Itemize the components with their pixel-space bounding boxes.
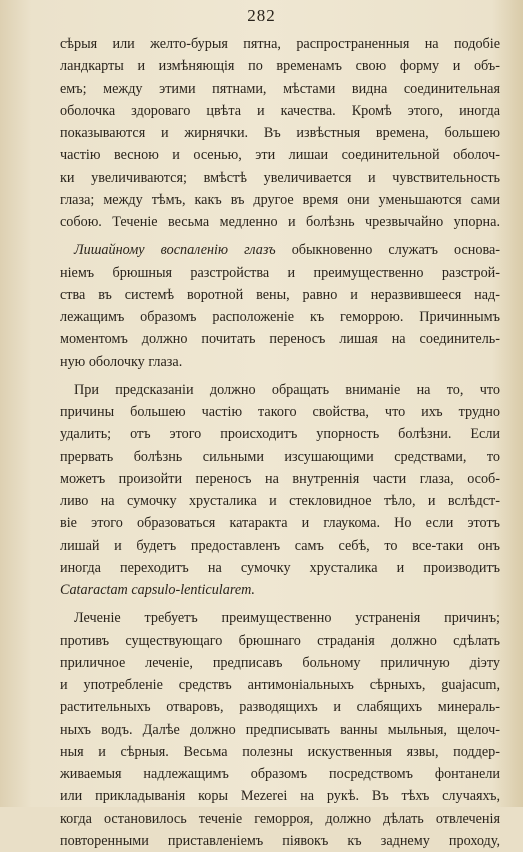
text-line: показываются и жирнячки. Въ извѣстныя времена, большею bbox=[60, 125, 500, 141]
text-line: лежащимъ образомъ расположеніе къ геморрою. Причиннымъ bbox=[60, 309, 500, 325]
text-line: ливо на сумочку хрусталика и стекловидное тѣло, и вслѣдст- bbox=[60, 493, 500, 509]
text-line: Леченіе требуетъ преимущественно устраненія причинъ; bbox=[74, 610, 500, 627]
paragraph-treatment bbox=[60, 607, 500, 852]
text-line: ніемъ брюшныя разстройства и преимущественно разстрой- bbox=[60, 264, 500, 281]
text-line: оболочка здороваго цвѣта и качества. Кромѣ этого, иногда bbox=[60, 102, 500, 119]
text-line: когда остановилось теченіе геморроя, должно дѣлать отвлеченія bbox=[60, 810, 500, 827]
text-line: собою. Теченіе весьма медленно и болѣзнь чрезвычайно упорна. bbox=[60, 214, 500, 230]
text-line: противъ существующаго брюшнаго страданія должно сдѣлать bbox=[60, 632, 500, 649]
paragraph-prognosis bbox=[60, 379, 500, 602]
emphasized-phrase: Лишайному воспаленію глазъ bbox=[74, 242, 276, 259]
text-line: При предсказаніи должно обращать вниманіе на то, что bbox=[74, 381, 500, 398]
text-line: прервать болѣзнь сильными изсушающими средствами, то bbox=[60, 448, 500, 465]
text-line: иногда переходитъ на сумочку хрусталика и производитъ bbox=[60, 559, 500, 576]
text-line: віе этого образоваться катаракта и глаукома. Но если этотъ bbox=[60, 515, 500, 532]
text-line: ландкарты и измѣняющія по временамъ свою форму и объ- bbox=[60, 58, 500, 75]
text-line: ныхъ водъ. Далѣе должно предписывать ванны мыльныя, щелоч- bbox=[60, 721, 500, 738]
paragraph-symptoms bbox=[60, 33, 500, 233]
text-line: глаза; между тѣмъ, какъ въ другое время они уменьшаются сами bbox=[60, 191, 500, 208]
text-line: причины большею частію такого свойства, что ихъ трудно bbox=[60, 404, 500, 420]
text-line: ныя и сѣрныя. Весьма полезны искуственныя язвы, поддер- bbox=[60, 743, 500, 760]
text-line: лишай и будетъ предоставленъ самъ себѣ, то все-таки онъ bbox=[60, 537, 500, 554]
page-number: 282 bbox=[247, 6, 276, 25]
body-text bbox=[60, 33, 500, 852]
text-line: и употребленіе средствъ антимоніальныхъ сѣрныхъ, guajacum, bbox=[60, 677, 500, 693]
text-line: можетъ произойти переносъ на внутреннія части глаза, особ- bbox=[60, 470, 500, 487]
text-line: емъ; между этими пятнами, мѣстами видна соединительная bbox=[60, 80, 500, 97]
text-line: Cataractam capsulo-lenticularem. bbox=[60, 582, 255, 598]
text-line: растительныхъ отваровъ, разводящихъ и слабящихъ минераль- bbox=[60, 699, 500, 716]
text-line: повторенными приставленіемъ піявокъ къ заднему проходу, bbox=[60, 832, 500, 849]
text-line: моментомъ должно почитать переносъ лишая на соединитель- bbox=[60, 331, 500, 348]
text-line: сѣрыя или желто-бурыя пятна, распространенныя на подобіе bbox=[60, 36, 500, 52]
text-line: ную оболочку глаза. bbox=[60, 353, 183, 370]
text-line: Лишайному воспаленію глазъ обыкновенно служатъ основа- bbox=[74, 242, 500, 259]
text-line: или прикладыванія коры Mezerei на рукѣ. Въ тѣхъ случаяхъ, bbox=[60, 788, 500, 805]
text-line: ки увеличиваются; вмѣстѣ увеличивается и чувствительность bbox=[60, 169, 500, 186]
text-line: ства въ системѣ воротной вены, равно и неразвившееся над- bbox=[60, 286, 500, 303]
text-line: удалить; отъ этого происходитъ упорность болѣзни. Если bbox=[60, 426, 500, 443]
paragraph-causes bbox=[60, 239, 500, 373]
text-line: живаемыя надлежащимъ образомъ посредствомъ фонтанели bbox=[60, 766, 500, 782]
text-line: приличное леченіе, предписавъ больному приличную діэту bbox=[60, 654, 500, 671]
text-line: частію весною и осенью, эти лишаи соединительной оболоч- bbox=[60, 147, 500, 164]
